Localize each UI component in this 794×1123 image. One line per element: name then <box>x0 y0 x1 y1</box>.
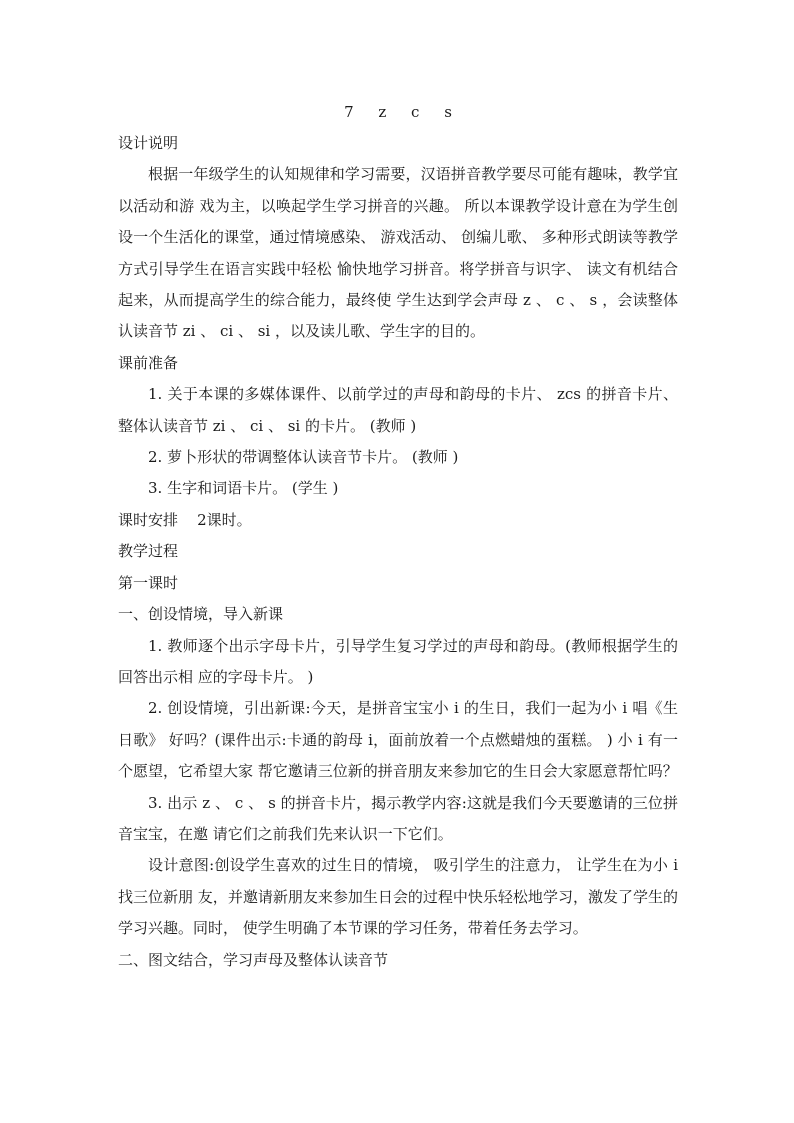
schedule-line: 课时安排 2课时。 <box>118 510 252 529</box>
part-1-heading: 一、创设情境，导入新课 <box>118 605 284 624</box>
document-page <box>118 96 678 976</box>
part-1-item-3: 3. 出示 z 、 c 、 s 的拼音卡片，揭示教学内容:这就是我们今天要邀请的三位拼音宝宝，在邀 请它们之前我们先来认识一下它们。 <box>118 793 678 843</box>
process-heading: 教学过程 <box>118 542 179 561</box>
prep-item-3: 3. 生字和词语卡片。 (学生 ) <box>148 479 339 498</box>
prep-item-1: 1. 关于本课的多媒体课件、以前学过的声母和韵母的卡片、 zcs 的拼音卡片、整体认读音节 zi 、 ci 、 si 的卡片。 (教师 ) <box>118 385 678 435</box>
prep-heading: 课前准备 <box>118 353 179 372</box>
part-1-design-intent: 设计意图:创设学生喜欢的过生日的情境， 吸引学生的注意力， 让学生在为小 i 找三位新朋 友，并邀请新朋友来参加生日会的过程中快乐轻松地学习，激发了学生的学习兴趣。同时， 使学生明确了本节课的学习任务，带着任务去学习。 <box>118 856 678 938</box>
part-2-heading: 二、图文结合，学习声母及整体认读音节 <box>118 950 389 969</box>
lesson-1-heading: 第一课时 <box>118 573 179 592</box>
part-1-item-1: 1. 教师逐个出示字母卡片，引导学生复习学过的声母和韵母。(教师根据学生的回答出示相 应的字母卡片。 ) <box>118 636 678 686</box>
part-1-item-2: 2. 创设情境，引出新课:今天，是拼音宝宝小 i 的生日，我们一起为小 i 唱《生日歌》 好吗？(课件出示:卡通的韵母 i，面前放着一个点燃蜡烛的蛋糕。 ) 小 i 有一个愿望，它希望大家 帮它邀请三位新的拼音朋友来参加它的生日会大家愿意帮忙吗？ <box>118 699 678 781</box>
design-paragraph: 根据一年级学生的认知规律和学习需要，汉语拼音教学要尽可能有趣味，教学宜以活动和游 戏为主，以唤起学生学习拼音的兴趣。 所以本课教学设计意在为学生创设一个生活化的课堂，通过情境感染、 游戏活动、 创编儿歌、 多种形式朗读等教学方式引导学生在语言实践中轻松 愉快地学习拼音。将学拼音与识字、 读文有机结合起来，从而提高学生的综合能力，最终使 学生达到学会声母 z 、 c 、 s ，会读整体认读音节 zi 、 ci 、 si ，以及读儿歌、学生字的目的。 <box>118 165 678 341</box>
prep-item-2: 2. 萝卜形状的带调整体认读音节卡片。 (教师 ) <box>148 448 459 467</box>
lesson-title: 7 z c s <box>344 103 462 121</box>
design-heading: 设计说明 <box>118 134 179 152</box>
